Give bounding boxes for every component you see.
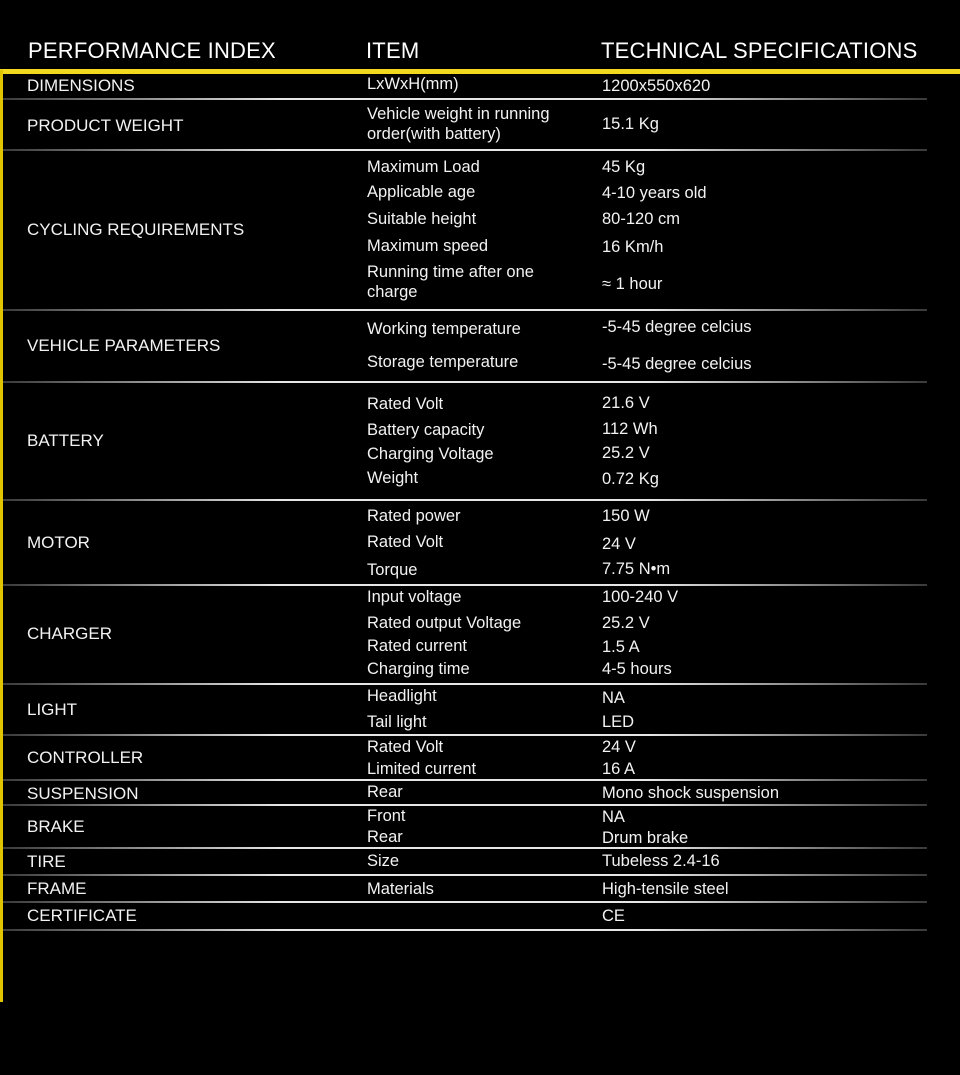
category-label: TIRE [27,852,66,871]
item-label: Storage temperature [367,353,519,371]
item-label: Limited current [367,760,477,778]
spec-value: 80-120 cm [602,210,680,228]
item-label: Rated output Voltage [367,614,522,632]
spec-value: 150 W [602,507,650,525]
category-label: PRODUCT WEIGHT [27,116,184,135]
spec-value: LED [602,713,635,731]
category-label: MOTOR [27,533,90,552]
section-dimensions [3,74,927,100]
spec-value: 1200x550x620 [602,77,711,95]
spec-value: NA [602,689,625,707]
item-label: Maximum Load [367,158,480,176]
spec-value: 1.5 A [602,638,640,656]
spec-value: 25.2 V [602,444,650,462]
section-cycling-requirements [3,151,927,311]
category-label: LIGHT [27,700,78,719]
section-battery [3,383,927,501]
item-label: Materials [367,880,434,898]
item-label: Rear [367,828,403,846]
item-label: Rated Volt [367,395,444,413]
item-label: Rated Volt [367,533,444,551]
item-label: Torque [367,561,418,579]
spec-value: 112 Wh [602,420,658,438]
item-label: Charging Voltage [367,445,494,463]
row-divider [3,929,927,931]
item-label: Front [367,807,406,825]
header-item: ITEM [366,38,420,63]
item-label: Running time after one [367,263,534,281]
item-label-line2: order(with battery) [367,125,501,143]
spec-value: 0.72 Kg [602,470,659,488]
category-label: CONTROLLER [27,748,144,767]
item-label: Rear [367,783,403,801]
spec-value: 4-5 hours [602,660,672,678]
item-label: Battery capacity [367,421,485,439]
spec-value: 7.75 N•m [602,560,671,578]
section-product-weight [3,100,927,151]
item-label: Rated power [367,507,461,525]
spec-value: 15.1 Kg [602,115,659,133]
item-label: Rated Volt [367,738,444,756]
section-motor [3,501,927,586]
section-controller [3,736,927,781]
category-label: CYCLING REQUIREMENTS [27,220,245,239]
spec-value: Mono shock suspension [602,784,780,802]
section-frame [3,876,927,903]
table-header [0,0,960,70]
section-vehicle-parameters [3,311,927,383]
item-label: LxWxH(mm) [367,75,459,93]
category-label: VEHICLE PARAMETERS [27,336,221,355]
item-label: Vehicle weight in running [367,105,550,123]
category-label: FRAME [27,879,87,898]
spec-value: ≈ 1 hour [602,275,663,293]
section-tire [3,849,927,876]
header-technical-specifications: TECHNICAL SPECIFICATIONS [601,38,918,63]
item-label: Tail light [367,713,427,731]
category-label: CHARGER [27,624,113,643]
spec-value: 4-10 years old [602,184,707,202]
spec-value: Drum brake [602,829,689,847]
spec-value: Tubeless 2.4-16 [602,852,720,870]
item-label: Rated current [367,637,467,655]
item-label: Size [367,852,400,870]
item-label: Suitable height [367,210,477,228]
section-light [3,685,927,736]
item-label: Maximum speed [367,237,489,255]
category-label: DIMENSIONS [27,76,135,95]
spec-value: 45 Kg [602,158,646,176]
spec-value: 16 A [602,760,636,778]
item-label: Working temperature [367,320,521,338]
section-brake [3,806,927,849]
category-label: BRAKE [27,817,85,836]
item-label: Charging time [367,660,470,678]
item-label-line2: charge [367,283,418,301]
section-charger [3,586,927,685]
spec-value: 24 V [602,535,636,553]
category-label: BATTERY [27,431,104,450]
spec-value: High-tensile steel [602,880,729,898]
item-label: Weight [367,469,419,487]
category-label: SUSPENSION [27,784,139,803]
category-label: CERTIFICATE [27,906,137,925]
spec-value: NA [602,808,625,826]
spec-value: 100-240 V [602,588,679,606]
spec-value: -5-45 degree celcius [602,318,752,336]
header-performance-index: PERFORMANCE INDEX [28,38,276,63]
spec-value: 21.6 V [602,394,650,412]
spec-value: 24 V [602,738,636,756]
spec-value: -5-45 degree celcius [602,355,752,373]
spec-value: 25.2 V [602,614,650,632]
item-label: Applicable age [367,183,476,201]
spec-value: CE [602,907,625,925]
item-label: Input voltage [367,588,462,606]
item-label: Headlight [367,687,437,705]
section-certificate [3,903,927,931]
section-suspension [3,781,927,806]
spec-value: 16 Km/h [602,238,664,256]
